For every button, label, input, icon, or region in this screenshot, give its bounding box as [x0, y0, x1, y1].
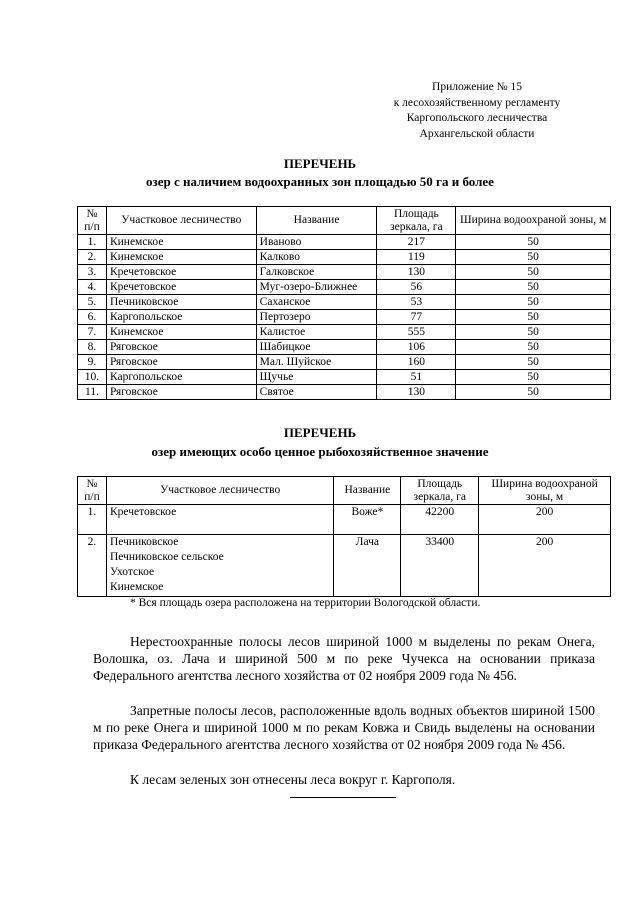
table-row — [78, 310, 611, 325]
table-row — [78, 295, 611, 310]
row-district: Каргопольское — [106, 310, 256, 325]
row-area: 51 — [377, 370, 456, 385]
district-name: Печниковское — [109, 536, 179, 548]
table-row — [78, 535, 611, 597]
row-num: 4. — [78, 280, 107, 295]
column-header-area: Площадь зеркала, га — [401, 477, 479, 505]
row-lake-name: Галковское — [256, 265, 377, 280]
column-header-width: Ширина водоохраной зоны, м — [456, 207, 611, 235]
footnote: * Вся площадь озера расположена на территории Вологодской области. — [130, 597, 481, 609]
table-row — [78, 370, 611, 385]
row-area: 119 — [377, 250, 456, 265]
row-district: Кинемское — [106, 250, 256, 265]
list1-heading: ПЕРЕЧЕНЬ — [283, 156, 357, 171]
row-lake-name: Воже* — [334, 505, 401, 535]
row-zone-width: 50 — [456, 295, 611, 310]
row-lake-name: Лача — [334, 535, 401, 597]
column-header-area: Площадь зеркала, га — [377, 207, 456, 235]
row-district: Кинемское — [106, 325, 256, 340]
row-districts — [106, 535, 333, 597]
row-zone-width: 50 — [456, 280, 611, 295]
row-area: 160 — [377, 355, 456, 370]
row-num: 2. — [78, 535, 107, 597]
column-header-width: Ширина водоохраной зоны, м — [479, 477, 611, 505]
district-name: Печниковское сельское — [109, 551, 224, 563]
table-row — [78, 505, 611, 535]
row-num: 7. — [78, 325, 107, 340]
row-num: 11. — [78, 385, 107, 400]
row-lake-name: Саханское — [256, 295, 377, 310]
row-num: 1. — [78, 235, 107, 250]
row-zone-width: 200 — [479, 505, 611, 535]
paragraph-restricted: Запретные полосы лесов, расположенные вдоль водных объектов шириной 1500 м по реке Онега и шириной 1000 м по рекам Ковжа и Свидь выделены на основании приказа Федерального агентства лесного хозяйства от 02 ноября 2009 года № 456. — [93, 703, 595, 753]
row-area: 130 — [377, 265, 456, 280]
row-zone-width: 50 — [456, 265, 611, 280]
table-row — [78, 265, 611, 280]
list2-subheading: озер имеющих особо ценное рыбохозяйственное значение — [151, 444, 489, 459]
row-district: Ряговское — [106, 385, 256, 400]
column-header-name: Название — [256, 207, 377, 235]
table-row — [78, 385, 611, 400]
row-num: 3. — [78, 265, 107, 280]
row-area: 77 — [377, 310, 456, 325]
closing-rule — [290, 797, 396, 798]
row-num: 6. — [78, 310, 107, 325]
row-lake-name: Муг-озеро-Ближнее — [256, 280, 377, 295]
row-district: Кречетовское — [106, 280, 256, 295]
fishery-lakes-table — [77, 476, 611, 597]
list2-heading: ПЕРЕЧЕНЬ — [283, 425, 357, 440]
row-num: 8. — [78, 340, 107, 355]
row-lake-name: Иваново — [256, 235, 377, 250]
row-lake-name: Пертозеро — [256, 310, 377, 325]
row-zone-width: 50 — [456, 355, 611, 370]
row-area: 555 — [377, 325, 456, 340]
row-lake-name: Святое — [256, 385, 377, 400]
lakes-protection-table — [77, 206, 611, 400]
table-row — [78, 235, 611, 250]
row-zone-width: 50 — [456, 250, 611, 265]
paragraph-spawning: Нерестоохранные полосы лесов шириной 1000 м выделены по рекам Онега, Волошка, оз. Лача и шириной 500 м по реке Чучекса на основании приказа Федерального агентства лесного хозяйства от 02 ноября 2009 года № 456. — [93, 634, 595, 684]
district-name: Ухотское — [109, 566, 155, 578]
appendix-reference: к лесохозяйственному регламенту — [393, 96, 561, 109]
row-num: 1. — [78, 505, 107, 535]
district-name: Кинемское — [109, 581, 164, 593]
row-zone-width: 50 — [456, 235, 611, 250]
paragraph-green-zones: К лесам зеленых зон отнесены леса вокруг г. Каргополя. — [130, 772, 456, 787]
table-row — [78, 325, 611, 340]
row-zone-width: 50 — [456, 340, 611, 355]
column-header-district: Участковое лесничество — [106, 207, 256, 235]
row-lake-name: Щучье — [256, 370, 377, 385]
row-zone-width: 200 — [479, 535, 611, 597]
row-district: Каргопольское — [106, 370, 256, 385]
table-row — [78, 250, 611, 265]
row-area: 56 — [377, 280, 456, 295]
row-num: 2. — [78, 250, 107, 265]
row-lake-name: Шабицкое — [256, 340, 377, 355]
row-area: 33400 — [401, 535, 479, 597]
appendix-header — [372, 80, 582, 142]
row-num: 9. — [78, 355, 107, 370]
row-lake-name: Мал. Шуйское — [256, 355, 377, 370]
row-area: 106 — [377, 340, 456, 355]
row-num: 10. — [78, 370, 107, 385]
row-area: 53 — [377, 295, 456, 310]
row-lake-name: Калково — [256, 250, 377, 265]
column-header-num: № п/п — [78, 207, 107, 235]
row-area: 130 — [377, 385, 456, 400]
appendix-forestry: Каргопольского лесничества — [406, 112, 548, 124]
column-header-name: Название — [334, 477, 401, 505]
district-name: Кречетовское — [109, 506, 177, 518]
row-lake-name: Калистое — [256, 325, 377, 340]
table-row — [78, 280, 611, 295]
column-header-num: № п/п — [78, 477, 107, 505]
row-district: Кинемское — [106, 235, 256, 250]
row-districts — [106, 505, 333, 535]
row-district: Кречетовское — [106, 265, 256, 280]
row-area: 217 — [377, 235, 456, 250]
appendix-number: Приложение № 15 — [432, 81, 522, 93]
row-num: 5. — [78, 295, 107, 310]
row-zone-width: 50 — [456, 310, 611, 325]
appendix-region: Архангельской области — [419, 127, 535, 140]
row-zone-width: 50 — [456, 385, 611, 400]
column-header-district: Участковое лесничество — [106, 477, 333, 505]
row-zone-width: 50 — [456, 370, 611, 385]
row-zone-width: 50 — [456, 325, 611, 340]
table-row — [78, 355, 611, 370]
row-district: Печниковское — [106, 295, 256, 310]
table-row — [78, 340, 611, 355]
list1-subheading: озер с наличием водоохранных зон площадью 50 га и более — [146, 174, 494, 189]
row-area: 42200 — [401, 505, 479, 535]
row-district: Ряговское — [106, 355, 256, 370]
row-district: Ряговское — [106, 340, 256, 355]
